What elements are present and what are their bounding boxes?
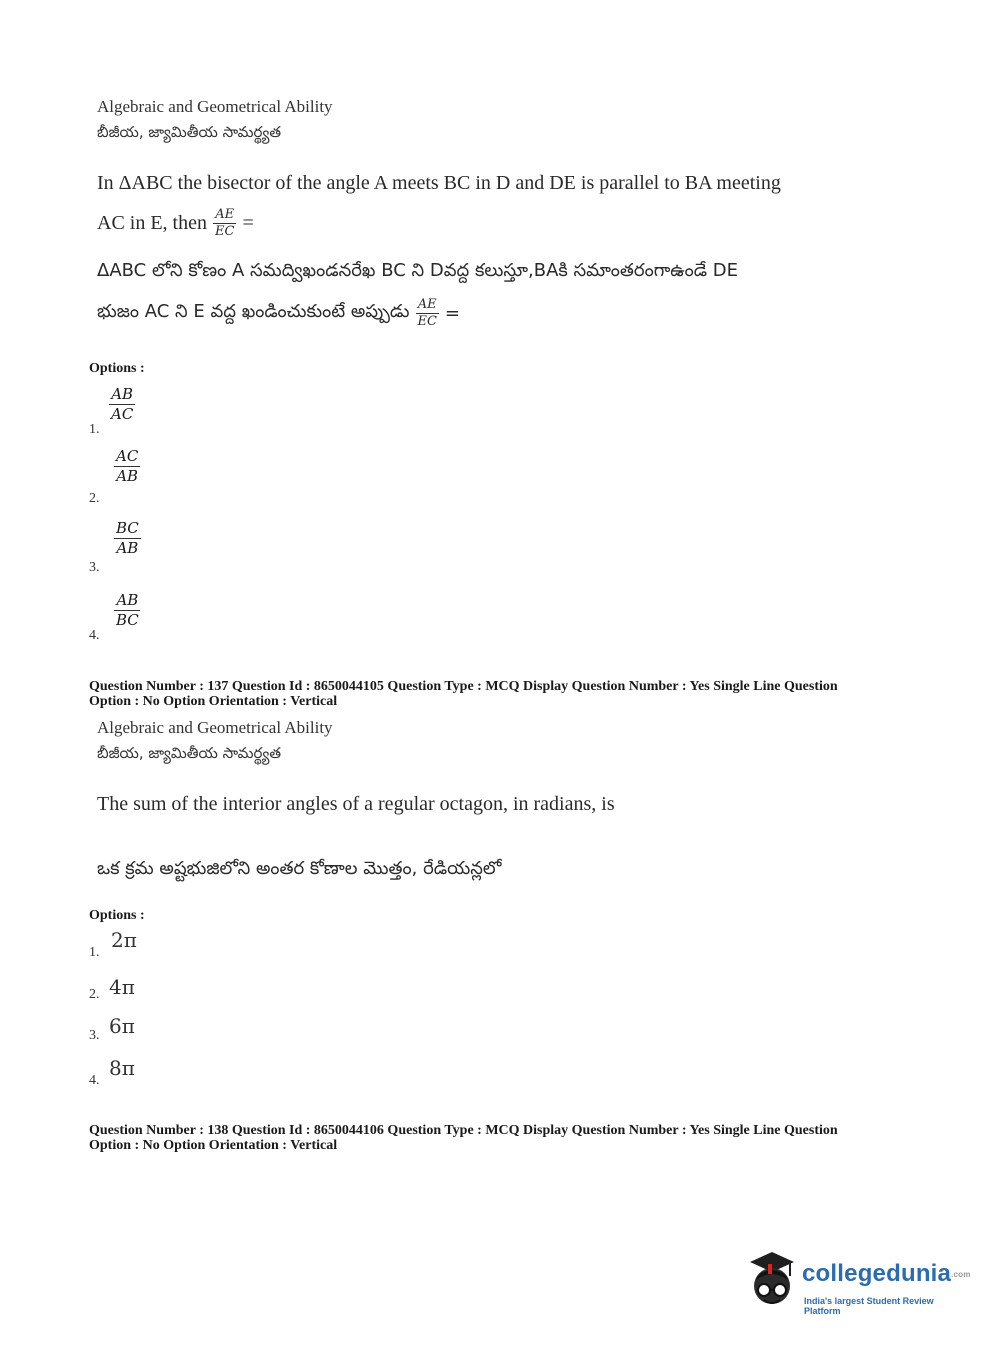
fraction-denominator: EC	[417, 314, 437, 330]
option-value: 2π	[111, 928, 137, 952]
telugu-statement: ఒక క్రమ అష్టభుజిలోని అంతర కోణాల మొత్తం, రేడియన్లలో	[97, 858, 502, 879]
option-denominator: BC	[116, 610, 139, 629]
equals-sign: =	[444, 303, 461, 325]
mascot-icon	[742, 1250, 802, 1314]
option-2[interactable]	[89, 975, 149, 1005]
logo-wordmark	[802, 1260, 971, 1288]
option-numerator: BC	[116, 519, 139, 537]
collegedunia-logo	[742, 1250, 972, 1320]
option-numerator: AB	[111, 385, 134, 403]
options-label: Options :	[89, 361, 145, 376]
option-4[interactable]	[89, 1056, 149, 1090]
question-meta-138	[89, 1123, 838, 1153]
option-number: 3.	[89, 560, 100, 575]
option-denominator: AC	[111, 404, 134, 423]
question-statement: The sum of the interior angles of a regular octagon, in radians, is	[97, 793, 615, 815]
option-value: 8π	[109, 1056, 135, 1080]
option-numerator: AB	[116, 591, 139, 609]
option-numerator: AC	[116, 447, 139, 465]
fraction-numerator: AE	[416, 298, 439, 314]
option-denominator: AB	[116, 538, 139, 557]
question-meta-137	[89, 679, 838, 709]
telugu-line2-text: భుజం AC ని E వద్ద ఖండించుకుంటే అప్పుడు	[97, 301, 410, 323]
option-number: 3.	[89, 1028, 100, 1043]
telugu-statement-line1: ΔABC లోని కోణం A సమద్విఖండనరేఖ BC ని Dవద్ద కలుస్తూ,BAకి సమాంతరంగాఉండే DE	[97, 260, 739, 281]
option-value: 6π	[109, 1014, 135, 1038]
fraction-ae-ec-telugu	[415, 298, 438, 330]
option-number: 1.	[89, 945, 100, 960]
statement-prefix: AC in E, then	[97, 212, 207, 235]
option-number: 2.	[89, 491, 100, 506]
option-2-fraction	[114, 448, 140, 484]
option-value: 4π	[109, 975, 135, 999]
fraction-numerator: AE	[213, 208, 236, 224]
meta-line1: Question Number : 137 Question Id : 8650044105 Question Type : MCQ Display Question Number : Yes Single Line Question	[89, 679, 838, 694]
option-3-fraction	[114, 520, 141, 556]
fraction-ae-ec	[213, 208, 236, 240]
meta-line2: Option : No Option Orientation : Vertical	[89, 694, 338, 709]
question-statement-line1: In ΔABC the bisector of the angle A meets BC in D and DE is parallel to BA meeting	[97, 172, 781, 194]
option-1-fraction	[109, 386, 135, 422]
logo-suffix: .com	[951, 1270, 971, 1280]
equals-sign: =	[242, 212, 254, 235]
option-number: 2.	[89, 987, 100, 1002]
option-denominator: AB	[116, 466, 139, 485]
option-number: 4.	[89, 628, 100, 643]
option-3[interactable]	[89, 1014, 149, 1046]
options-label: Options :	[89, 908, 145, 923]
logo-tagline: India's largest Student Review Platform	[804, 1296, 934, 1316]
subject-english: Algebraic and Geometrical Ability	[97, 97, 333, 116]
question-statement-line2	[97, 208, 254, 240]
option-number: 1.	[89, 422, 100, 437]
subject-english: Algebraic and Geometrical Ability	[97, 718, 333, 737]
telugu-statement-line2	[97, 298, 460, 330]
subject-telugu: బీజీయ, జ్యామితీయ సామర్థ్యత	[97, 744, 282, 762]
meta-line2: Option : No Option Orientation : Vertical	[89, 1138, 338, 1153]
option-number: 4.	[89, 1073, 100, 1088]
subject-telugu: బీజీయ, జ్యామితీయ సామర్థ్యత	[97, 123, 282, 141]
meta-line1: Question Number : 138 Question Id : 8650044106 Question Type : MCQ Display Question Number : Yes Single Line Question	[89, 1123, 838, 1138]
logo-name: collegedunia	[802, 1260, 952, 1287]
fraction-denominator: EC	[215, 224, 235, 240]
option-4-fraction	[114, 592, 141, 628]
option-1[interactable]	[89, 928, 149, 962]
